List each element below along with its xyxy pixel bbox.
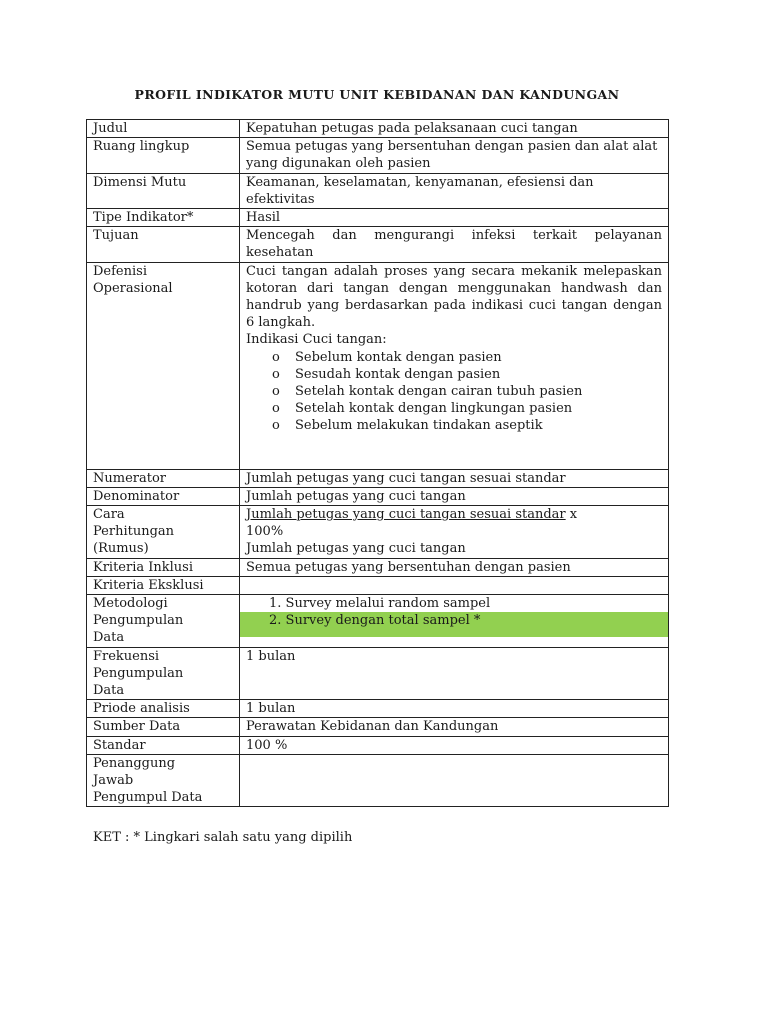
row-value: Perawatan Kebidanan dan Kandungan	[240, 718, 669, 736]
label-line: Operasional	[93, 280, 173, 296]
formula-multiplier: x	[565, 507, 578, 523]
row-judul	[87, 120, 669, 138]
label-line: Frekuensi	[93, 648, 160, 664]
list-item-text: Setelah kontak dengan cairan tubuh pasien	[295, 384, 583, 400]
row-kriteria-inklusi	[87, 558, 669, 576]
row-periode-analisis	[87, 700, 669, 718]
row-value: Kepatuhan petugas pada pelaksanaan cuci tangan	[240, 120, 669, 138]
method-option-selected: 2. Survey dengan total sampel *	[240, 612, 668, 637]
row-standar	[87, 736, 669, 754]
row-label: Ruang lingkup	[87, 138, 240, 173]
label-line: Pengumpulan	[93, 665, 184, 681]
indicator-profile-table	[86, 119, 669, 807]
row-sumber-data	[87, 718, 669, 736]
bullet-marker: o	[272, 366, 280, 382]
bullet-marker: o	[272, 401, 280, 417]
bullet-marker: o	[272, 418, 280, 434]
label-line: Jawab	[93, 773, 134, 789]
list-item	[272, 366, 662, 383]
row-numerator	[87, 469, 669, 487]
method-options	[246, 595, 662, 637]
row-label: Kriteria Eksklusi	[87, 576, 240, 594]
row-label: Sumber Data	[87, 718, 240, 736]
row-value: Jumlah petugas yang cuci tangan	[240, 487, 669, 505]
row-cara-perhitungan	[87, 506, 669, 559]
row-label: Denominator	[87, 487, 240, 505]
row-dimensi-mutu	[87, 173, 669, 208]
row-value: 1 bulan	[240, 647, 669, 700]
label-line: Cara	[93, 507, 125, 523]
row-ruang-lingkup	[87, 138, 669, 173]
bullet-marker: o	[272, 349, 280, 365]
indication-title: Indikasi Cuci tangan:	[246, 332, 387, 348]
list-item-text: Sebelum melakukan tindakan aseptik	[295, 418, 543, 434]
row-value: Keamanan, keselamatan, kenyamanan, efesiensi dan efektivitas	[240, 173, 669, 208]
list-item	[272, 349, 662, 366]
row-label	[87, 506, 240, 559]
list-item	[272, 400, 662, 417]
footnote: KET : * Lingkari salah satu yang dipilih	[93, 830, 353, 845]
list-item-text: Setelah kontak dengan lingkungan pasien	[295, 401, 573, 417]
row-value	[240, 754, 669, 807]
row-label: Kriteria Inklusi	[87, 558, 240, 576]
row-denominator	[87, 487, 669, 505]
row-value	[240, 506, 669, 559]
bullet-marker: o	[272, 384, 280, 400]
row-value: Semua petugas yang bersentuhan dengan pasien	[240, 558, 669, 576]
formula-numerator: Jumlah petugas yang cuci tangan sesuai standar	[246, 507, 566, 523]
indication-list	[246, 349, 662, 435]
label-line: Pengumpulan	[93, 613, 184, 629]
label-line: Data	[93, 683, 125, 699]
row-value: 1 bulan	[240, 700, 669, 718]
row-penanggung-jawab	[87, 754, 669, 807]
row-metodologi	[87, 595, 669, 648]
row-label	[87, 647, 240, 700]
row-label: Numerator	[87, 469, 240, 487]
row-value: 100 %	[240, 736, 669, 754]
row-value	[240, 576, 669, 594]
row-label	[87, 754, 240, 807]
row-value	[240, 262, 669, 469]
label-line: Perhitungan	[93, 524, 175, 540]
method-option: 1. Survey melalui random sampel	[269, 596, 491, 612]
list-item-text: Sesudah kontak dengan pasien	[295, 366, 501, 382]
row-label: Dimensi Mutu	[87, 173, 240, 208]
row-frekuensi	[87, 647, 669, 700]
row-tujuan	[87, 227, 669, 262]
label-line: Pengumpul Data	[93, 790, 203, 806]
formula-line	[246, 506, 662, 523]
document-title: PROFIL INDIKATOR MUTU UNIT KEBIDANAN DAN KANDUNGAN	[134, 87, 620, 102]
row-label	[87, 595, 240, 648]
label-line: Penanggung	[93, 755, 176, 771]
label-line: Data	[93, 630, 125, 646]
list-item	[272, 417, 662, 434]
row-label	[87, 262, 240, 469]
row-label: Judul	[87, 120, 240, 138]
formula-denominator: Jumlah petugas yang cuci tangan	[246, 541, 466, 557]
row-label: Priode analisis	[87, 700, 240, 718]
row-value: Jumlah petugas yang cuci tangan sesuai standar	[240, 469, 669, 487]
row-tipe-indikator	[87, 209, 669, 227]
list-item-text: Sebelum kontak dengan pasien	[295, 349, 502, 365]
row-label: Tipe Indikator*	[87, 209, 240, 227]
row-value: Semua petugas yang bersentuhan dengan pasien dan alat alat yang digunakan oleh pasien	[240, 138, 669, 173]
formula-percent: 100%	[246, 524, 284, 540]
label-line: Defenisi	[93, 263, 147, 279]
label-line: Metodologi	[93, 596, 168, 612]
row-kriteria-eksklusi	[87, 576, 669, 594]
row-value: Hasil	[240, 209, 669, 227]
definition-text: Cuci tangan adalah proses yang secara mekanik melepaskan kotoran dari tangan dengan menggunakan handwash dan handrub yang berdasarkan pada indikasi cuci tangan dengan 6 langkah.	[246, 263, 662, 331]
row-value: Mencegah dan mengurangi infeksi terkait pelayanan kesehatan	[240, 227, 669, 262]
row-value	[240, 595, 669, 648]
row-definisi-operasional	[87, 262, 669, 469]
label-line: (Rumus)	[93, 541, 149, 557]
row-label: Standar	[87, 736, 240, 754]
list-item	[272, 383, 662, 400]
row-label: Tujuan	[87, 227, 240, 262]
